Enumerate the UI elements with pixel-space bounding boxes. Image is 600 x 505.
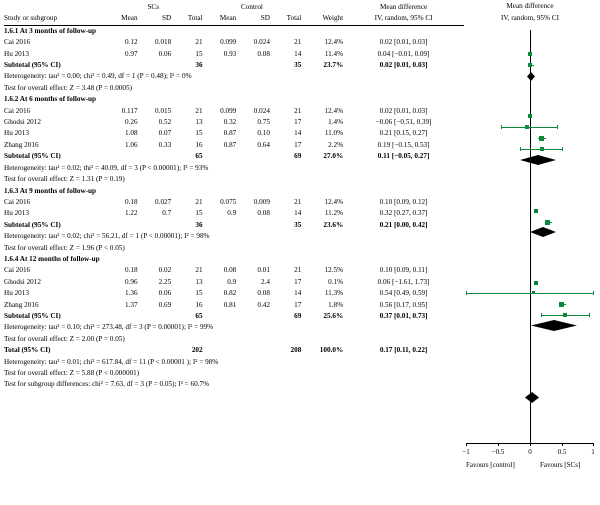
col-md-header: Mean difference — [379, 3, 428, 11]
subtotal-label: Subtotal (95% CI) — [4, 220, 61, 229]
table-row — [4, 265, 464, 276]
cell-mean-control: 0.08 — [223, 266, 237, 275]
col-study-header: Study or subgroup — [4, 14, 58, 23]
col-mean-header-scs: Mean — [121, 14, 138, 23]
cell-sd-scs: 0.02 — [158, 266, 172, 275]
cell-weight: 11.3% — [324, 289, 344, 298]
subtotal-total-scs: 36 — [195, 61, 203, 70]
study-name: Hu 2013 — [4, 289, 29, 298]
heterogeneity-row — [4, 322, 464, 333]
subgroup-label-row — [4, 25, 464, 37]
cell-weight: 1.4% — [328, 118, 344, 127]
cell-mean-scs: 1.36 — [124, 289, 138, 298]
subtotal-total-control: 69 — [294, 311, 302, 320]
table-row — [4, 208, 464, 219]
study-name: Cai 2016 — [4, 106, 31, 115]
heterogeneity-row — [4, 357, 464, 368]
subtotal-weight: 23.7% — [323, 61, 344, 70]
plot-title: Mean difference — [506, 2, 554, 10]
cell-sd-control: 0.024 — [253, 38, 270, 47]
cell-sd-scs: 0.33 — [158, 140, 172, 149]
cell-sd-scs: 0.06 — [158, 289, 172, 298]
study-name: Cai 2016 — [4, 266, 31, 275]
cell-mean-control: 0.87 — [223, 129, 237, 138]
cell-mean-scs: 0.96 — [124, 277, 138, 286]
table-row — [4, 49, 464, 60]
cell-sd-control: 0.42 — [257, 300, 270, 309]
table-row — [4, 288, 464, 299]
cell-total-control: 21 — [294, 266, 302, 275]
heterogeneity-text: Heterogeneity: tau² = 0.02; chi² = 56.21, df = 1 (P < 0.00001); I² = 98% — [4, 232, 210, 241]
col-sd-header-scs: SD — [162, 14, 172, 23]
study-name: Ghodsi 2012 — [4, 277, 41, 286]
subtotal-md: 0.21 [0.00, 0.42] — [379, 220, 428, 229]
cell-total-scs: 15 — [195, 49, 203, 58]
study-name: Zhang 2016 — [4, 140, 39, 149]
cell-mean-control: 0.87 — [223, 140, 237, 149]
total-row — [4, 345, 464, 356]
cell-sd-control: 0.024 — [253, 106, 270, 115]
overall-effect-row — [4, 174, 464, 185]
overall-effect-text: Test for overall effect: Z = 1.31 (P = 0.19) — [4, 175, 125, 184]
forest-plot-panel — [460, 0, 600, 505]
cell-sd-control: 2.4 — [260, 277, 270, 286]
subgroup-label-row — [4, 186, 464, 197]
cell-mean-control: 0.81 — [223, 300, 237, 309]
cell-md: 0.10 [0.09, 0.12] — [379, 197, 428, 206]
cell-total-scs: 15 — [195, 129, 203, 138]
cell-mean-scs: 0.12 — [124, 38, 138, 47]
favours-scs-label: Favours [SCs] — [540, 461, 581, 469]
subtotal-md: 0.11 [−0.05, 0.27] — [377, 152, 430, 161]
cell-sd-control: 0.08 — [257, 49, 270, 58]
plot-subtotal-diamond-6m — [520, 155, 556, 167]
cell-sd-scs: 0.69 — [158, 300, 172, 309]
axis-tick — [593, 443, 594, 446]
cell-weight: 12.4% — [324, 197, 344, 206]
cell-total-scs: 16 — [195, 140, 203, 149]
subtotal-row — [4, 311, 464, 322]
cell-mean-scs: 0.18 — [124, 266, 138, 275]
cell-weight: 11.2% — [324, 209, 344, 218]
cell-sd-control: 0.08 — [257, 209, 270, 218]
cell-mean-scs: 0.97 — [124, 49, 138, 58]
table-row — [4, 140, 464, 151]
heterogeneity-row — [4, 71, 464, 82]
cell-sd-control: 0.009 — [253, 197, 270, 206]
axis-tick — [530, 443, 531, 446]
subtotal-md: 0.37 [0.01, 0.73] — [379, 311, 428, 320]
overall-effect-text: Test for overall effect: Z = 1.96 (P < 0.05) — [4, 243, 125, 252]
cell-sd-scs: 0.018 — [155, 38, 172, 47]
heterogeneity-text: Heterogeneity: tau² = 0.02; thi² = 40.09, df = 3 (P < 0.00001); I² = 93% — [4, 163, 209, 172]
axis-tick-label: 0 — [528, 448, 532, 456]
subtotal-weight: 27.0% — [323, 152, 344, 161]
cell-mean-control: 0.9 — [227, 277, 237, 286]
subtotal-row — [4, 60, 464, 71]
subtotal-weight: 23.6% — [323, 220, 344, 229]
study-name: Ghodsi 2012 — [4, 118, 41, 127]
cell-sd-scs: 0.7 — [162, 209, 172, 218]
heterogeneity-text: Heterogeneity: tau² = 0.00; chi² = 0.49, df = 1 (P = 0.48); I² = 0% — [4, 72, 192, 81]
total-md: 0.17 [0.11, 0.22] — [379, 346, 428, 355]
study-name: Zhang 2016 — [4, 300, 39, 309]
plot-subtotal-diamond-12m — [531, 320, 577, 333]
cell-total-control: 21 — [294, 197, 302, 206]
cell-mean-control: 0.9 — [227, 209, 237, 218]
cell-weight: 12.5% — [324, 266, 344, 275]
table-row — [4, 300, 464, 311]
subgroup-3-label: 1.6.3 At 9 months of follow-up — [4, 186, 97, 195]
subgroup-4-label: 1.6.4 At 12 months of follow-up — [4, 254, 100, 263]
cell-md: 0.02 [0.01, 0.03] — [379, 106, 428, 115]
cell-sd-scs: 0.06 — [158, 49, 172, 58]
cell-md: 0.19 [−0.15, 0.53] — [377, 140, 430, 149]
cell-weight: 11.4% — [324, 49, 344, 58]
subgroup-diff-row — [4, 379, 464, 390]
cell-mean-scs: 1.37 — [124, 300, 138, 309]
cell-md: 0.56 [0.17, 0.95] — [379, 300, 428, 309]
plot-total-diamond — [525, 392, 539, 405]
table-row — [4, 106, 464, 117]
cell-total-control: 14 — [294, 49, 302, 58]
cell-mean-control: 0.32 — [223, 118, 237, 127]
overall-effect-row — [4, 83, 464, 94]
cell-total-control: 17 — [294, 277, 302, 286]
axis-tick-label: 1 — [591, 448, 595, 456]
subtotal-total-scs: 65 — [195, 311, 203, 320]
overall-effect-text: Test for overall effect: Z = 3.48 (P = 0.0005) — [4, 83, 132, 92]
cell-sd-scs: 0.52 — [158, 118, 172, 127]
total-scs: 202 — [191, 346, 203, 355]
cell-total-scs: 15 — [195, 289, 203, 298]
subtotal-total-scs: 36 — [195, 220, 203, 229]
subgroup-label-row — [4, 254, 464, 265]
cell-md: 0.21 [0.15, 0.27] — [379, 129, 428, 138]
total-overall-effect-text: Test for overall effect: Z = 5.88 (P < 0.000001) — [4, 369, 140, 377]
col-total-header-scs: Total — [187, 14, 203, 23]
cell-total-control: 17 — [294, 140, 302, 149]
cell-sd-scs: 0.07 — [158, 129, 172, 138]
cell-md: 0.32 [0.27, 0.37] — [379, 209, 428, 218]
overall-effect-text: Test for overall effect: Z = 2.00 (P = 0.05) — [4, 334, 125, 343]
cell-weight: 2.2% — [328, 140, 344, 149]
cell-mean-scs: 1.08 — [124, 129, 138, 138]
cell-md: −0.06 [−0.51, 0.39] — [375, 118, 432, 127]
cell-mean-control: 0.075 — [220, 197, 237, 206]
subtotal-label: Subtotal (95% CI) — [4, 311, 61, 320]
cell-total-control: 17 — [294, 118, 302, 127]
cell-md: 0.04 [−0.01, 0.09] — [377, 49, 430, 58]
cell-sd-control: 0.75 — [257, 118, 270, 127]
overall-effect-row — [4, 334, 464, 345]
table-header-row-1 — [4, 2, 464, 13]
forest-plot-table — [4, 2, 464, 391]
cell-mean-scs: 1.22 — [124, 209, 138, 218]
cell-sd-control: 0.64 — [257, 140, 270, 149]
subtotal-total-scs: 65 — [195, 152, 203, 161]
cell-md: 0.54 [0.49, 0.59] — [379, 289, 428, 298]
subtotal-label: Subtotal (95% CI) — [4, 61, 61, 70]
heterogeneity-row — [4, 163, 464, 174]
overall-effect-row — [4, 368, 464, 379]
favours-control-label: Favours [control] — [466, 461, 515, 469]
study-name: Hu 2013 — [4, 49, 29, 58]
cell-weight: 12.4% — [324, 106, 344, 115]
table-row — [4, 128, 464, 139]
cell-total-scs: 15 — [195, 209, 203, 218]
study-name: Hu 2013 — [4, 129, 29, 138]
cell-mean-scs: 1.06 — [124, 140, 138, 149]
study-name: Cai 2016 — [4, 197, 31, 206]
overall-effect-row — [4, 243, 464, 254]
table-row — [4, 117, 464, 128]
cell-total-scs: 16 — [195, 300, 203, 309]
cell-mean-scs: 0.117 — [121, 106, 138, 115]
cell-weight: 11.0% — [324, 129, 344, 138]
axis-tick — [466, 443, 467, 446]
subgroup-label-row — [4, 94, 464, 105]
col-group-control-header: Control — [240, 3, 263, 11]
cell-total-control: 14 — [294, 209, 302, 218]
cell-weight: 12.4% — [324, 38, 344, 47]
heterogeneity-row — [4, 231, 464, 242]
col-total-header-control: Total — [286, 14, 302, 23]
plot-subtitle: IV, random, 95% CI — [501, 14, 559, 22]
cell-sd-control: 0.10 — [257, 129, 270, 138]
cell-weight: 0.1% — [328, 277, 344, 286]
cell-total-scs: 21 — [195, 38, 203, 47]
subtotal-total-control: 69 — [294, 152, 302, 161]
heterogeneity-text: Heterogeneity: tau² = 0.10; chi² = 273.48, df = 3 (P = 0.00001); I² = 99% — [4, 323, 214, 332]
subgroup-1-label: 1.6.1 At 3 months of follow-up — [4, 26, 97, 35]
cell-mean-scs: 0.18 — [124, 197, 138, 206]
cell-sd-scs: 0.015 — [155, 106, 172, 115]
cell-mean-control: 0.93 — [223, 49, 237, 58]
cell-total-control: 14 — [294, 129, 302, 138]
cell-total-control: 14 — [294, 289, 302, 298]
cell-md: 0.10 [0.09, 0.11] — [379, 266, 428, 275]
cell-total-scs: 13 — [195, 277, 203, 286]
col-weight-header: Weight — [322, 14, 344, 23]
cell-mean-control: 0.099 — [220, 106, 237, 115]
col-sd-header-control: SD — [260, 14, 270, 23]
subgroup-2-label: 1.6.2 At 6 months of follow-up — [4, 95, 97, 104]
cell-sd-scs: 0.027 — [155, 197, 172, 206]
subtotal-weight: 25.6% — [323, 311, 344, 320]
table-row — [4, 37, 464, 48]
cell-total-control: 21 — [294, 38, 302, 47]
study-name: Cai 2016 — [4, 38, 31, 47]
plot-subtotal-diamond-3m — [526, 72, 536, 83]
cell-mean-scs: 0.26 — [124, 118, 138, 127]
total-weight: 100.0% — [319, 346, 344, 355]
cell-total-scs: 13 — [195, 118, 203, 127]
study-name: Hu 2013 — [4, 209, 29, 218]
total-control: 208 — [290, 346, 302, 355]
col-group-scs-header: SCs — [147, 3, 160, 11]
axis-tick-label: −0.5 — [491, 448, 505, 456]
axis-tick-label: −1 — [462, 448, 470, 456]
cell-md: 0.02 [0.01, 0.03] — [379, 38, 428, 47]
cell-total-scs: 21 — [195, 197, 203, 206]
cell-md: 0.06 [−1.61, 1.73] — [377, 277, 430, 286]
axis-tick-label: 0.5 — [557, 448, 567, 456]
cell-mean-control: 0.82 — [223, 289, 237, 298]
cell-total-scs: 21 — [195, 266, 203, 275]
col-md-subheader: IV, random, 95% CI — [374, 14, 433, 23]
cell-sd-control: 0.01 — [257, 266, 270, 275]
total-heterogeneity-text: Heterogeneity: tau² = 0.01; chi² = 617.84, df = 11 (P < 0.00001 ); I² = 98% — [4, 357, 219, 366]
subtotal-total-control: 35 — [294, 220, 302, 229]
table-row — [4, 277, 464, 288]
total-label: Total (95% CI) — [4, 346, 51, 355]
subtotal-row — [4, 220, 464, 231]
subtotal-row — [4, 151, 464, 162]
cell-sd-control: 0.08 — [257, 289, 270, 298]
cell-total-control: 21 — [294, 106, 302, 115]
subtotal-total-control: 35 — [294, 61, 302, 70]
subtotal-md: 0.02 [0.01, 0.03] — [379, 61, 428, 70]
subtotal-label: Subtotal (95% CI) — [4, 152, 61, 161]
cell-sd-scs: 2.25 — [158, 277, 172, 286]
axis-tick — [562, 443, 563, 446]
cell-mean-control: 0.099 — [220, 38, 237, 47]
subgroup-difference-text: Test for subgroup differences: chi² = 7.63, df = 3 (P = 0.05); I² = 60.7% — [4, 380, 210, 389]
plot-subtotal-diamond-9m — [530, 227, 556, 239]
axis-tick — [498, 443, 499, 446]
cell-total-control: 17 — [294, 300, 302, 309]
cell-weight: 1.8% — [328, 300, 344, 309]
table-row — [4, 197, 464, 208]
cell-total-scs: 21 — [195, 106, 203, 115]
col-mean-header-control: Mean — [219, 14, 237, 23]
